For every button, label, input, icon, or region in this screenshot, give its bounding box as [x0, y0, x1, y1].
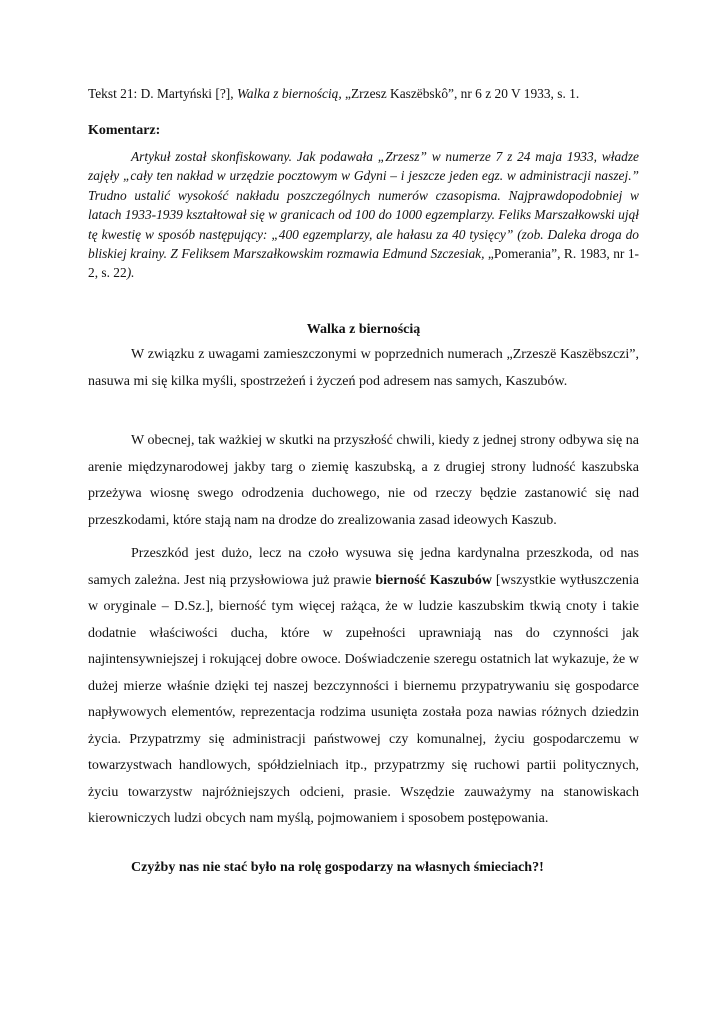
paragraph-3-start: Przeszkód jest dużo, lecz na czoło wysuwa się jedna kardynalna przeszkoda, od nas samych zależna. Jest nią przysłowiowa już prawie — [88, 546, 639, 588]
source-rest: „Zrzesz Kaszëbskô”, nr 6 z 20 V 1933, s. 1. — [341, 86, 580, 101]
paragraph-3-end: [wszystkie wytłuszczenia w oryginale – D.Sz.], bierność tym więcej rażąca, że w ludzie kaszubskim tkwią cnoty i takie dodatnie właściwości ducha, które w zupełności uprawniają nas do czynności jak najintensywniejszej i rokującej dobre owoce. Doświadczenie szeregu ostatnich lat wykazuje, że w dużej mierze właśnie dzięki tej naszej bezczynności i biernemu przypatrywaniu się gospodarce napływowych elementów, reprezentacja rodzima usunięta została poza nawias różnych dziedzin życia. Przypatrzmy się administracji państwowej czy komunalnej, życiu gospodarczemu w towarzystwach handlowych, spółdzielniach itp., przypatrzmy się ruchowi partii politycznych, życiu towarzystw najróżniejszych odcieni, prasie. Wszędzie zauważymy na stanowiskach kierowniczych ludzi obcych nam myślą, pojmowaniem i sposobem postępowania. — [88, 572, 639, 826]
comment-upright-text: „Pomerania”, R. 1983, nr 1-2, s. 22 — [88, 246, 640, 281]
comment-heading: Komentarz: — [88, 123, 161, 138]
article-title: Walka z biernością — [306, 322, 421, 337]
closing-sentence: Czyżby nas nie stać było na rolę gospodarzy na własnych śmieciach?! — [131, 860, 544, 875]
comment-italic-end: ). — [126, 265, 135, 281]
comment-text — [88, 147, 639, 283]
article-paragraph-1: W związku z uwagami zamieszczonymi w poprzednich numerach „Zrzeszë Kaszëbszczi”, nasuwa mi się kilka myśli, spostrzeżeń i życzeń pod adresem nas samych, Kaszubów. — [88, 347, 639, 389]
source-citation — [88, 84, 639, 104]
article-paragraph-3 — [88, 541, 639, 833]
source-title: Walka z biernością, — [236, 86, 342, 101]
paragraph-3-bold: bierność Kaszubów — [375, 572, 493, 588]
article-paragraph-2: W obecnej, tak ważkiej w skutki na przyszłość chwili, kiedy z jednej strony odbywa się na arenie międzynarodowej jakby targ o ziemię kaszubską, a z drugiej strony ludność kaszubska przeżywa wiosnę swego odrodzenia duchowego, nie od rzeczy będzie zastanowić się nad przeszkodami, które stają nam na drodze do zrealizowania zasad ideowych Kaszub. — [88, 433, 639, 528]
source-prefix: Tekst 21: D. Martyński [?], — [88, 86, 237, 101]
comment-italic-text: Artykuł został skonfiskowany. Jak podawała „Zrzesz” w numerze 7 z 24 maja 1933, władze zajęły „cały ten nakład w urzędzie pocztowym w Gdyni – i jeszcze jeden egz. w administracji naszej.” Trudno ustalić wysokość nakładu poszczególnych numerów czasopisma. Najprawdopodobniej w latach 1933-1939 kształtował się w granicach od 100 do 1000 egzemplarzy. Feliks Marszałkowski ujął tę kwestię w sposób następujący: „400 egzemplarzy, ale hałasu za 40 tysięcy” (zob. Daleka droga do bliskiej krainy. Z Feliksem Marszałkowskim rozmawia Edmund Szczesiak, — [88, 149, 639, 262]
